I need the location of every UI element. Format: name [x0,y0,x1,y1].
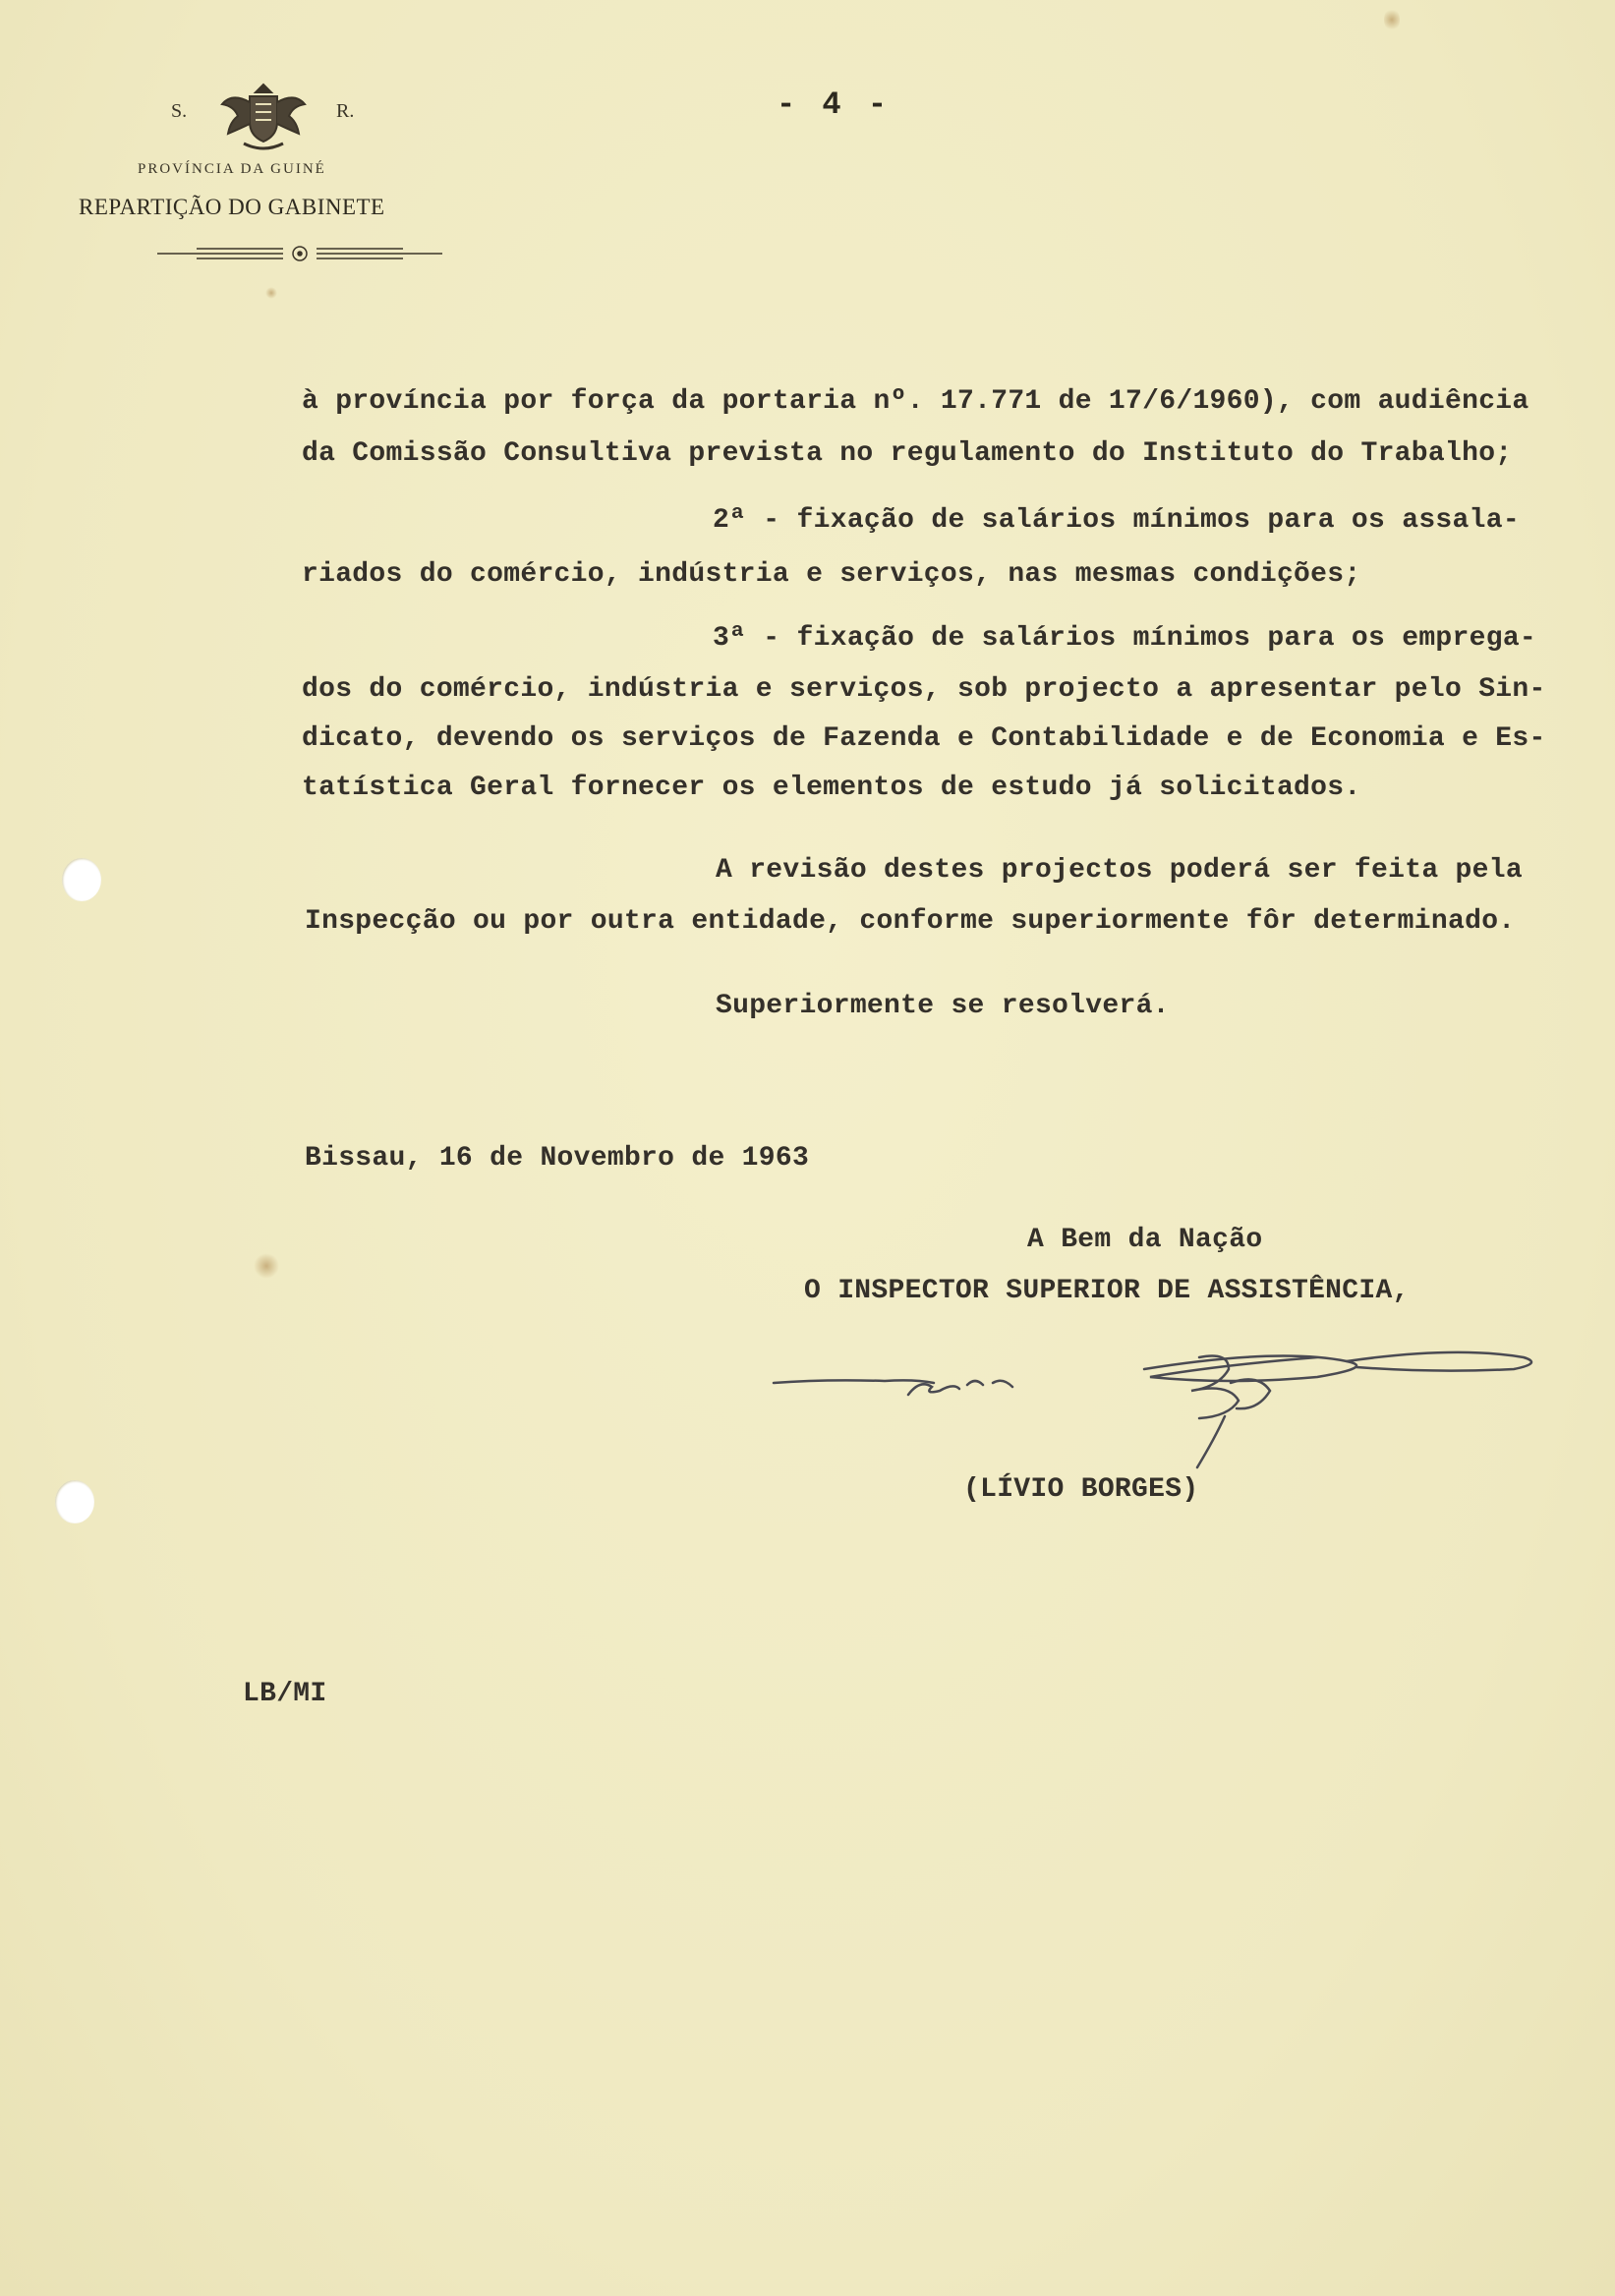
letterhead [69,79,482,275]
stain [1384,8,1400,31]
closing-salutation: A Bem da Nação [1027,1225,1263,1255]
body-line-11: Superiormente se resolverá. [716,991,1170,1021]
body-line-3: 2ª - fixação de salários mínimos para os assala- [713,505,1520,536]
letterhead-office: REPARTIÇÃO DO GABINETE [79,195,385,219]
place-date: Bissau, 16 de Novembro de 1963 [305,1143,810,1174]
body-line-8: tatística Geral fornecer os elementos de estudo já solicitados. [302,773,1361,803]
body-line-4: riados do comércio, indústria e serviços, nas mesmas condições; [302,559,1361,590]
signatory-name: (LÍVIO BORGES) [963,1474,1199,1505]
body-line-5: 3ª - fixação de salários mínimos para os emprega- [713,623,1537,654]
coat-of-arms-icon [216,79,311,157]
body-line-6: dos do comércio, indústria e serviços, sob projecto a apresentar pelo Sin- [302,674,1546,705]
body-line-10: Inspecção ou por outra entidade, conforme superiormente fôr determinado. [305,906,1516,937]
punch-hole-lower [55,1480,94,1523]
stain [254,1253,279,1279]
letterhead-province: PROVÍNCIA DA GUINÉ [138,161,326,177]
stain [265,287,277,299]
page-number: - 4 - [777,86,892,123]
body-line-9: A revisão destes projectos poderá ser feita pela [716,855,1523,886]
signatory-title: O INSPECTOR SUPERIOR DE ASSISTÊNCIA, [804,1276,1410,1306]
body-line-7: dicato, devendo os serviços de Fazenda e Contabilidade e de Economia e Es- [302,723,1546,754]
handwritten-signature [767,1322,1553,1469]
body-line-2: da Comissão Consultiva prevista no regulamento do Instituto do Trabalho; [302,438,1513,469]
body-line-1: à província por força da portaria nº. 17.771 de 17/6/1960), com audiência [302,386,1529,417]
letterhead-ornament [157,244,442,263]
letterhead-s: S. [171,100,188,122]
reference-initials: LB/MI [243,1679,327,1709]
letterhead-r: R. [336,100,355,122]
punch-hole-upper [62,858,101,901]
